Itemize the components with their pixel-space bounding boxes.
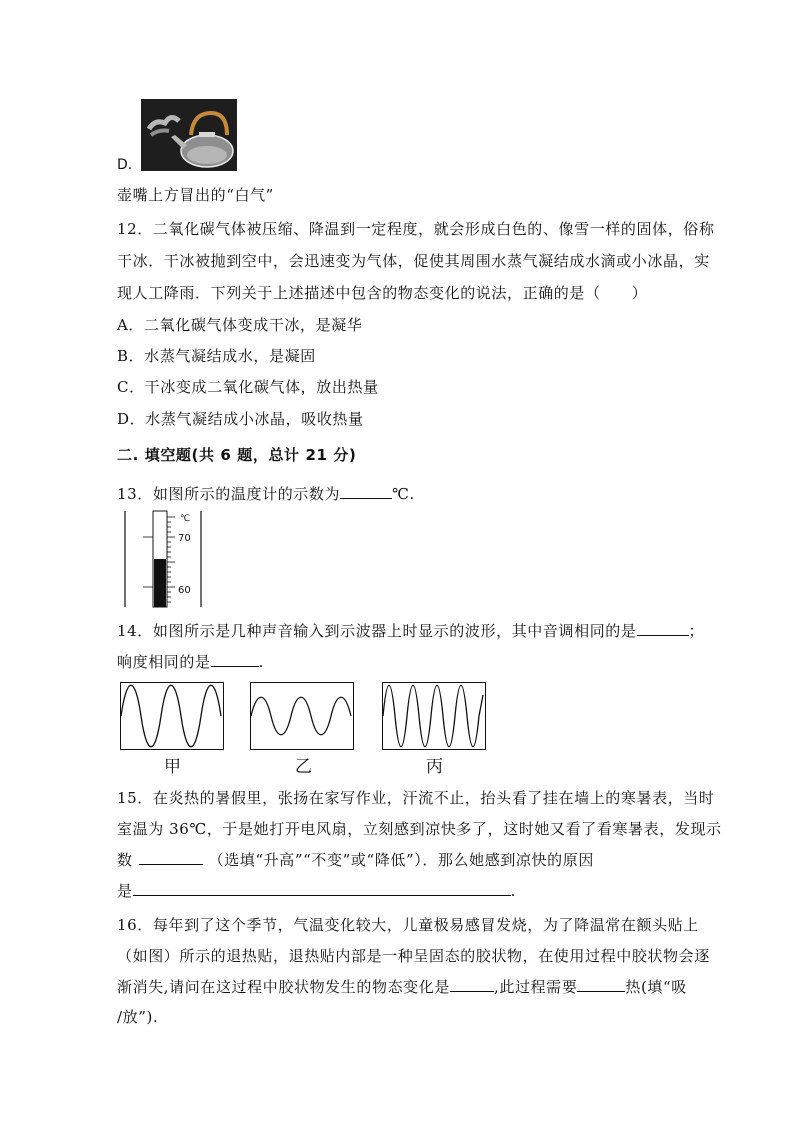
q16-line3-prefix: 渐消失,请问在这过程中胶状物发生的物态变化是 <box>117 978 450 996</box>
q14-line-2 <box>117 651 264 672</box>
q13-answer-blank[interactable] <box>340 484 392 499</box>
q15-line-1: 15．在炎热的暑假里，张扬在家写作业，汗流不止，抬头看了挂在墙上的寒暑表，当时 <box>117 789 715 807</box>
q13-text <box>117 483 415 504</box>
q12-line-2: 干冰．干冰被抛到空中，会迅速变为气体，促使其周围水蒸气凝结成水滴或小冰晶，实 <box>117 252 710 270</box>
q14-suffix: ； <box>688 622 705 640</box>
q15-line-3 <box>117 849 594 870</box>
thermometer-figure <box>123 509 203 609</box>
q15-line4-prefix: 是 <box>117 882 133 900</box>
q15-line3-prefix: 数 <box>117 851 133 869</box>
thermometer-unit: ℃ <box>180 514 191 524</box>
waveform-yi <box>250 682 354 750</box>
option-d-letter: D. <box>117 157 133 173</box>
q14-prefix: 14．如图所示是几种声音输入到示波器上时显示的波形，其中音调相同的是 <box>117 622 637 640</box>
q14-line2-prefix: 响度相同的是 <box>117 653 211 671</box>
q13-prefix: 13．如图所示的温度计的示数为 <box>117 485 341 503</box>
q12-line-3: 现人工降雨．下列关于上述描述中包含的物态变化的说法，正确的是（ ） <box>117 284 648 302</box>
q16-line-3 <box>117 976 687 997</box>
q13-suffix: ℃. <box>392 485 415 503</box>
q14-line-1 <box>117 620 704 641</box>
q15-answer-blank-1[interactable] <box>139 850 203 865</box>
q14-line2-suffix: . <box>258 653 264 671</box>
q16-line-4: /放”). <box>117 1008 159 1026</box>
q15-answer-blank-2[interactable] <box>133 881 511 896</box>
thermometer-tick-70: 70 <box>178 533 191 544</box>
thermometer-tick-60: 60 <box>178 585 191 596</box>
q15-line-4 <box>117 880 516 901</box>
q16-line-1: 16．每年到了这个季节，气温变化较大，儿童极易感冒发烧，为了降温常在额头贴上 <box>117 916 699 934</box>
q15-line-2: 室温为 36℃，于是她打开电风扇，立刻感到凉快多了，这时她又看了看寒暑表，发现示 <box>117 820 722 838</box>
wave-label-jia: 甲 <box>164 757 181 777</box>
q14-answer-blank-1[interactable] <box>637 621 689 636</box>
option-d-caption: 壶嘴上方冒出的“白气” <box>117 186 274 204</box>
q16-line3-mid: ,此过程需要 <box>493 978 578 996</box>
q12-line-1: 12．二氧化碳气体被压缩、降温到一定程度，就会形成白色的、像雪一样的固体，俗称 <box>117 220 715 238</box>
waveform-bing <box>382 682 486 750</box>
q16-line3-suffix: 热(填“吸 <box>625 978 687 996</box>
wave-label-yi: 乙 <box>295 757 312 777</box>
q12-option-a: A．二氧化碳气体变成干冰，是凝华 <box>117 316 363 334</box>
q15-line3-suffix: （选填“升高”“不变”或“降低”）．那么她感到凉快的原因 <box>208 851 594 869</box>
q15-line4-suffix: . <box>510 882 516 900</box>
q16-answer-blank-2[interactable] <box>577 977 625 992</box>
waveform-jia <box>120 682 224 750</box>
wave-label-bing: 丙 <box>426 757 443 777</box>
section-title: 二. 填空题(共 6 题，总计 21 分) <box>117 446 357 464</box>
q12-option-b: B．水蒸气凝结成水，是凝固 <box>117 347 316 365</box>
kettle-steam-photo <box>141 99 237 171</box>
q12-option-c: C．干冰变成二氧化碳气体，放出热量 <box>117 378 379 396</box>
q12-option-d: D．水蒸气凝结成小冰晶，吸收热量 <box>117 410 364 428</box>
q14-answer-blank-2[interactable] <box>211 652 259 667</box>
q16-answer-blank-1[interactable] <box>450 977 494 992</box>
q16-line-2: （如图）所示的退热贴，退热贴内部是一种呈固态的胶状物，在使用过程中胶状物会逐 <box>117 947 710 965</box>
